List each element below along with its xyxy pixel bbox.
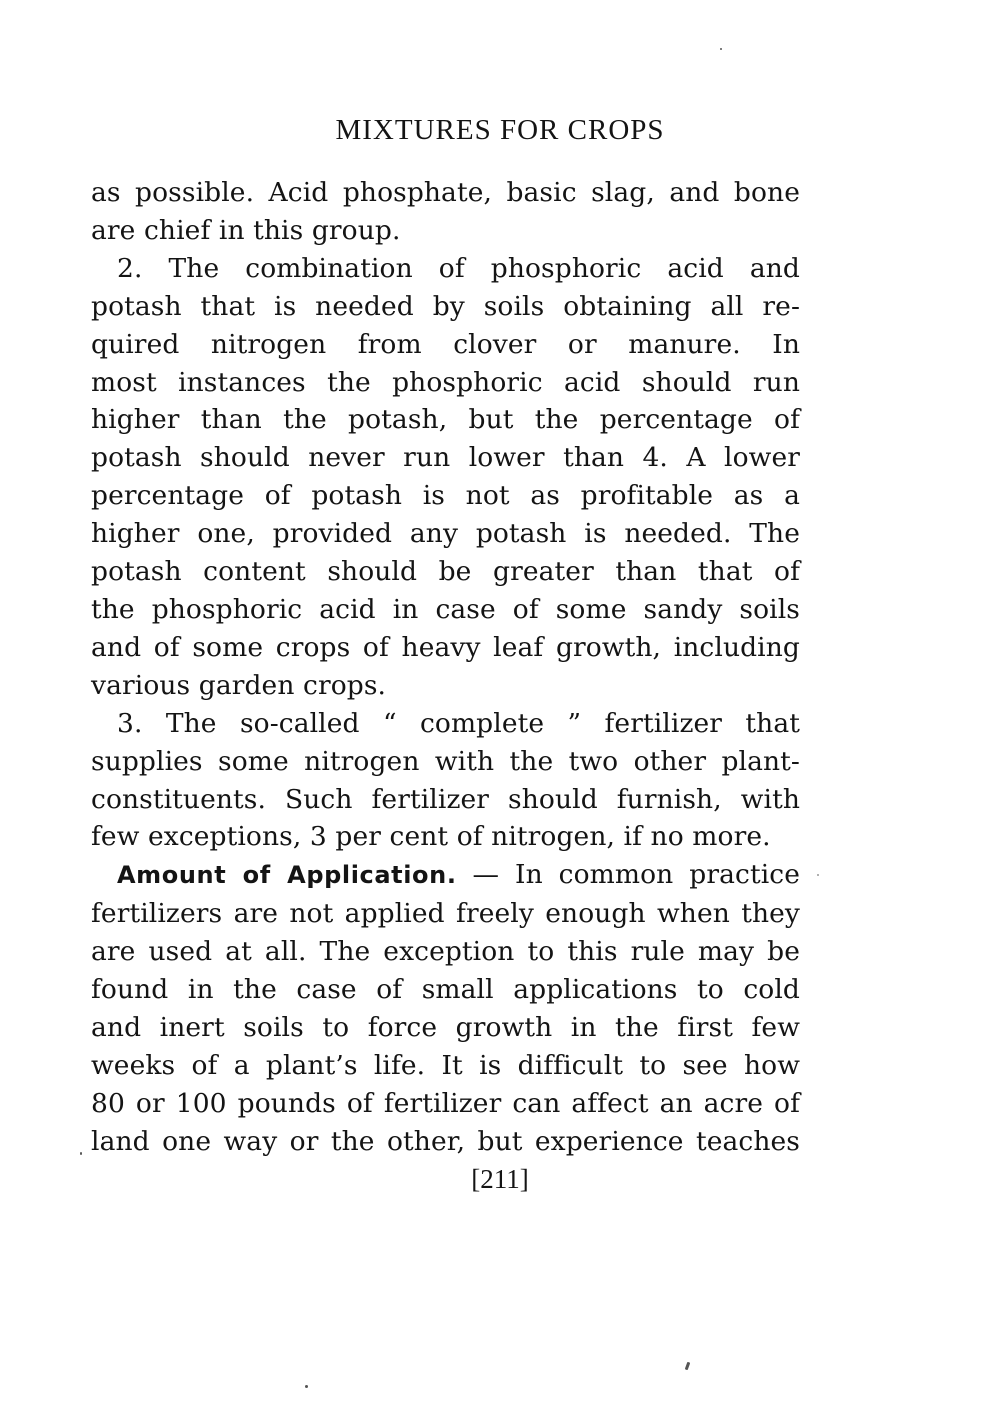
- text-line: potash should never run lower than 4. A lower: [91, 442, 800, 474]
- text-line: higher than the potash, but the percentage of: [91, 404, 800, 436]
- text-line: and of some crops of heavy leaf growth, including: [91, 631, 800, 663]
- text-line: land one way or the other, but experience teaches: [91, 1125, 800, 1157]
- text-line: potash that is needed by soils obtaining all re-: [91, 290, 800, 322]
- text-line: 2. The combination of phosphoric acid and: [117, 252, 800, 284]
- text-line: 80 or 100 pounds of fertilizer can affect an acre of: [91, 1087, 800, 1119]
- scan-speck: [305, 1385, 308, 1388]
- text-line: few exceptions, 3 per cent of nitrogen, if no more.: [91, 821, 771, 853]
- text-line: weeks of a plant’s life. It is difficult to see how: [91, 1049, 800, 1081]
- section-heading: Amount of Application.: [117, 861, 457, 890]
- text-line: found in the case of small applications to cold: [91, 974, 800, 1006]
- text-line: potash content should be greater than that of: [91, 556, 800, 588]
- text-line: and inert soils to force growth in the first few: [91, 1011, 800, 1043]
- text-line: quired nitrogen from clover or manure. In: [91, 328, 800, 360]
- text-line: as possible. Acid phosphate, basic slag, and bone: [91, 177, 800, 208]
- text-line: constituents. Such fertilizer should furnish, with: [91, 783, 800, 815]
- paragraph-continued: [91, 174, 800, 250]
- running-head: MIXTURES FOR CROPS: [335, 114, 665, 146]
- scan-speck: [720, 48, 722, 50]
- text-line: are chief in this group.: [91, 214, 401, 246]
- text-line: various garden crops.: [91, 669, 387, 701]
- text-line: the phosphoric acid in case of some sandy soils: [91, 593, 800, 625]
- text-line: are used at all. The exception to this rule may be: [91, 936, 800, 968]
- text-fragment: — In common practice: [472, 859, 800, 891]
- text-line: higher one, provided any potash is needed. The: [91, 518, 800, 550]
- scan-speck: [685, 1362, 691, 1371]
- body-text: [91, 174, 800, 1161]
- page-number: [211]: [471, 1164, 529, 1194]
- paragraph-item-2: [91, 250, 800, 705]
- text-line: fertilizers are not applied freely enough when they: [91, 898, 800, 930]
- paragraph-item-3: [91, 705, 800, 857]
- paragraph-amount-of-application: [91, 856, 800, 1160]
- text-line: 3. The so-called “ complete ” fertilizer that: [117, 707, 800, 739]
- scan-speck: [817, 874, 819, 876]
- text-line: percentage of potash is not as profitable as a: [91, 480, 800, 512]
- text-line: supplies some nitrogen with the two other plant-: [91, 745, 800, 777]
- text-line: most instances the phosphoric acid should run: [91, 366, 800, 398]
- text-line: [91, 856, 800, 895]
- scan-speck: [80, 1152, 82, 1155]
